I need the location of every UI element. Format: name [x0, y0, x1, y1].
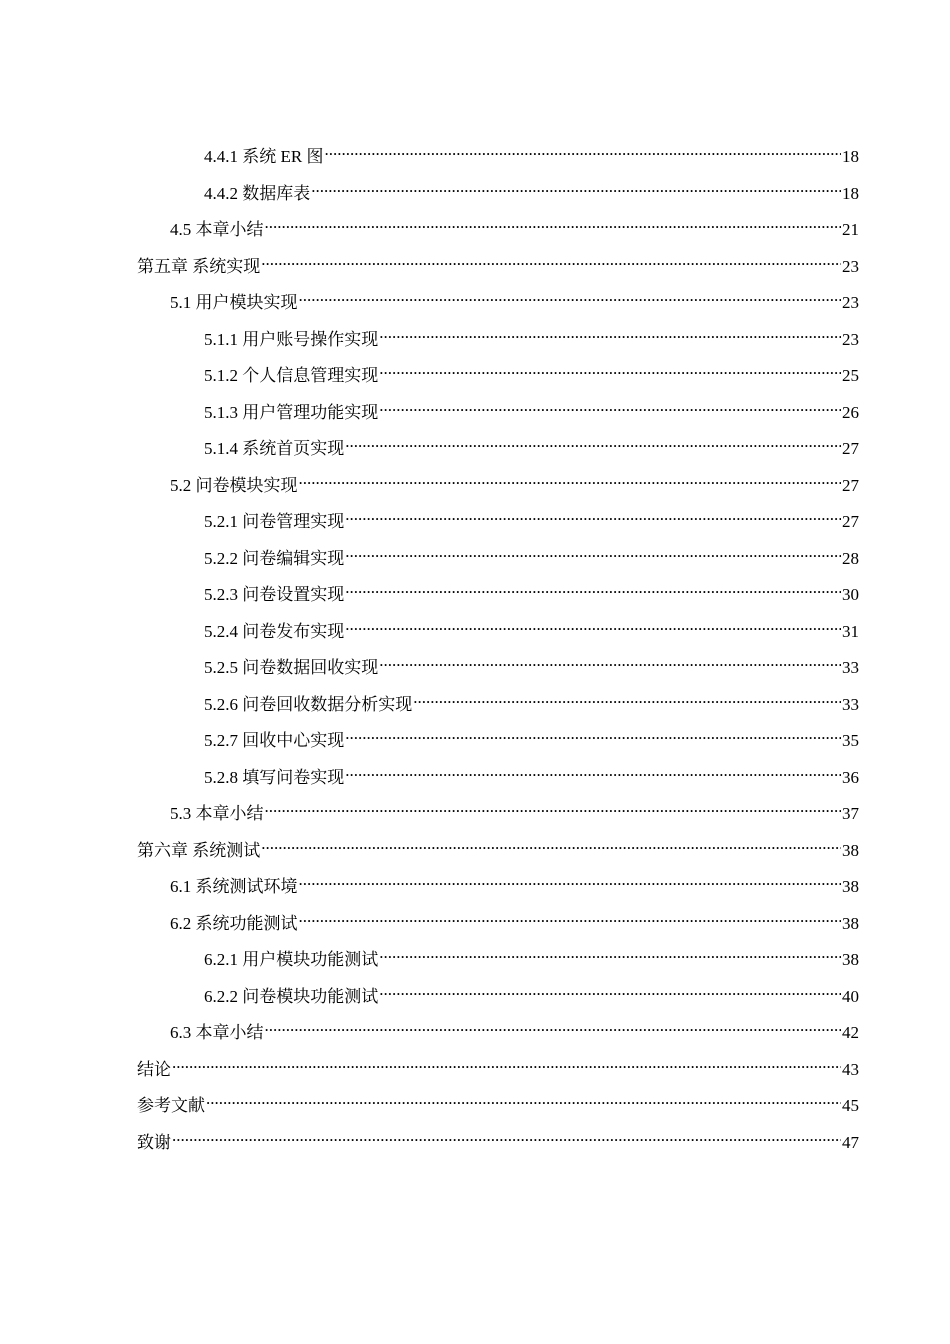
leader-dots	[172, 1124, 841, 1148]
leader-dots	[413, 686, 841, 710]
toc-entry[interactable]	[137, 759, 859, 796]
toc-entry[interactable]	[137, 430, 859, 467]
leader-dots	[345, 430, 841, 454]
leader-dots	[379, 394, 841, 418]
toc-entry-page: 25	[842, 366, 859, 386]
toc-entry-title: 5.2.7 回收中心实现	[204, 731, 345, 751]
toc-entry-page: 45	[842, 1096, 859, 1116]
toc-entry-page: 27	[842, 475, 859, 495]
toc-entry-title: 5.2.8 填写问卷实现	[204, 767, 345, 787]
toc-entry-title: 5.2.2 问卷编辑实现	[204, 548, 345, 568]
leader-dots	[379, 357, 841, 381]
toc-entry-title: 5.1.4 系统首页实现	[204, 439, 345, 459]
toc-entry-title: 第五章 系统实现	[137, 256, 261, 276]
leader-dots	[379, 321, 841, 345]
toc-entry-title: 6.3 本章小结	[170, 1023, 264, 1043]
toc-entry-title: 5.2.1 问卷管理实现	[204, 512, 345, 532]
toc-entry-page: 40	[842, 986, 859, 1006]
toc-entry-page: 30	[842, 585, 859, 605]
toc-entry-page: 27	[842, 512, 859, 532]
toc-entry-title: 6.1 系统测试环境	[170, 877, 298, 897]
toc-entry[interactable]	[137, 1051, 859, 1088]
toc-entry[interactable]	[137, 978, 859, 1015]
leader-dots	[345, 613, 841, 637]
toc-entry-page: 37	[842, 804, 859, 824]
toc-entry-page: 42	[842, 1023, 859, 1043]
toc-entry-page: 23	[842, 256, 859, 276]
toc-entry-title: 5.1 用户模块实现	[170, 293, 298, 313]
toc-entry-title: 5.2.4 问卷发布实现	[204, 621, 345, 641]
toc-entry[interactable]	[137, 868, 859, 905]
toc-entry-page: 18	[842, 147, 859, 166]
leader-dots	[299, 467, 842, 491]
toc-entry-page: 31	[842, 621, 859, 641]
toc-entry[interactable]	[137, 503, 859, 540]
toc-entry-title: 5.2 问卷模块实现	[170, 475, 298, 495]
toc-entry[interactable]	[137, 394, 859, 431]
toc-entry-title: 结论	[137, 1059, 171, 1079]
toc-entry-title: 5.2.5 问卷数据回收实现	[204, 658, 379, 678]
toc-entry-page: 36	[842, 767, 859, 787]
toc-entry[interactable]	[137, 467, 859, 504]
toc-entry[interactable]	[137, 321, 859, 358]
toc-entry-page: 38	[842, 840, 859, 860]
toc-entry-page: 33	[842, 694, 859, 714]
toc-entry-page: 23	[842, 329, 859, 349]
toc-entry-title: 5.2.6 问卷回收数据分析实现	[204, 694, 413, 714]
toc-entry-title: 4.4.2 数据库表	[204, 183, 311, 203]
leader-dots	[345, 540, 841, 564]
leader-dots	[379, 941, 841, 965]
toc-entry-page: 43	[842, 1059, 859, 1079]
leader-dots	[311, 175, 841, 199]
leader-dots	[345, 722, 841, 746]
toc-entry-title: 4.4.1 系统 ER 图	[204, 147, 324, 166]
toc-entry-page: 38	[842, 950, 859, 970]
leader-dots	[299, 905, 842, 929]
leader-dots	[345, 576, 841, 600]
leader-dots	[324, 138, 841, 162]
toc-entry-title: 参考文献	[137, 1096, 205, 1116]
toc-entry-title: 第六章 系统测试	[137, 840, 261, 860]
toc-entry[interactable]	[137, 613, 859, 650]
leader-dots	[299, 868, 842, 892]
toc-entry[interactable]	[137, 832, 859, 869]
leader-dots	[261, 832, 841, 856]
leader-dots	[265, 795, 842, 819]
toc-entry[interactable]	[137, 357, 859, 394]
toc-entry-page: 18	[842, 183, 859, 203]
toc-entry-title: 致谢	[137, 1132, 171, 1152]
leader-dots	[206, 1087, 841, 1111]
toc-entry-page: 28	[842, 548, 859, 568]
leader-dots	[345, 503, 841, 527]
toc-entry-page: 21	[842, 220, 859, 240]
toc-entry[interactable]	[137, 248, 859, 285]
toc-entry[interactable]	[137, 795, 859, 832]
toc-entry[interactable]	[137, 576, 859, 613]
leader-dots	[172, 1051, 841, 1075]
toc-entry-page: 33	[842, 658, 859, 678]
toc-entry-title: 6.2.2 问卷模块功能测试	[204, 986, 379, 1006]
leader-dots	[345, 759, 841, 783]
toc-entry-page: 26	[842, 402, 859, 422]
toc-entry[interactable]	[137, 1124, 859, 1161]
toc-entry[interactable]	[137, 941, 859, 978]
toc-entry[interactable]	[137, 722, 859, 759]
leader-dots	[299, 284, 842, 308]
toc-entry-title: 5.1.1 用户账号操作实现	[204, 329, 379, 349]
toc-entry[interactable]	[137, 686, 859, 723]
leader-dots	[379, 978, 841, 1002]
toc-entry-page: 47	[842, 1132, 859, 1152]
toc-entry[interactable]	[137, 175, 859, 212]
toc-entry[interactable]	[137, 540, 859, 577]
toc-entry[interactable]	[137, 905, 859, 942]
table-of-contents	[137, 138, 859, 1160]
toc-entry-title: 5.1.2 个人信息管理实现	[204, 366, 379, 386]
toc-entry-title: 5.3 本章小结	[170, 804, 264, 824]
toc-entry[interactable]	[137, 211, 859, 248]
toc-entry[interactable]	[137, 1014, 859, 1051]
toc-entry-title: 6.2 系统功能测试	[170, 913, 298, 933]
toc-entry-page: 35	[842, 731, 859, 751]
leader-dots	[379, 649, 841, 673]
leader-dots	[265, 1014, 842, 1038]
toc-entry-title: 6.2.1 用户模块功能测试	[204, 950, 379, 970]
toc-entry-page: 38	[842, 913, 859, 933]
toc-entry-title: 5.1.3 用户管理功能实现	[204, 402, 379, 422]
leader-dots	[261, 248, 841, 272]
toc-entry-page: 38	[842, 877, 859, 897]
toc-entry-title: 4.5 本章小结	[170, 220, 264, 240]
leader-dots	[265, 211, 842, 235]
toc-entry-page: 23	[842, 293, 859, 313]
toc-entry-title: 5.2.3 问卷设置实现	[204, 585, 345, 605]
toc-entry[interactable]	[137, 1087, 859, 1124]
toc-entry[interactable]	[137, 284, 859, 321]
toc-entry[interactable]	[137, 138, 859, 175]
toc-entry[interactable]	[137, 649, 859, 686]
toc-entry-page: 27	[842, 439, 859, 459]
